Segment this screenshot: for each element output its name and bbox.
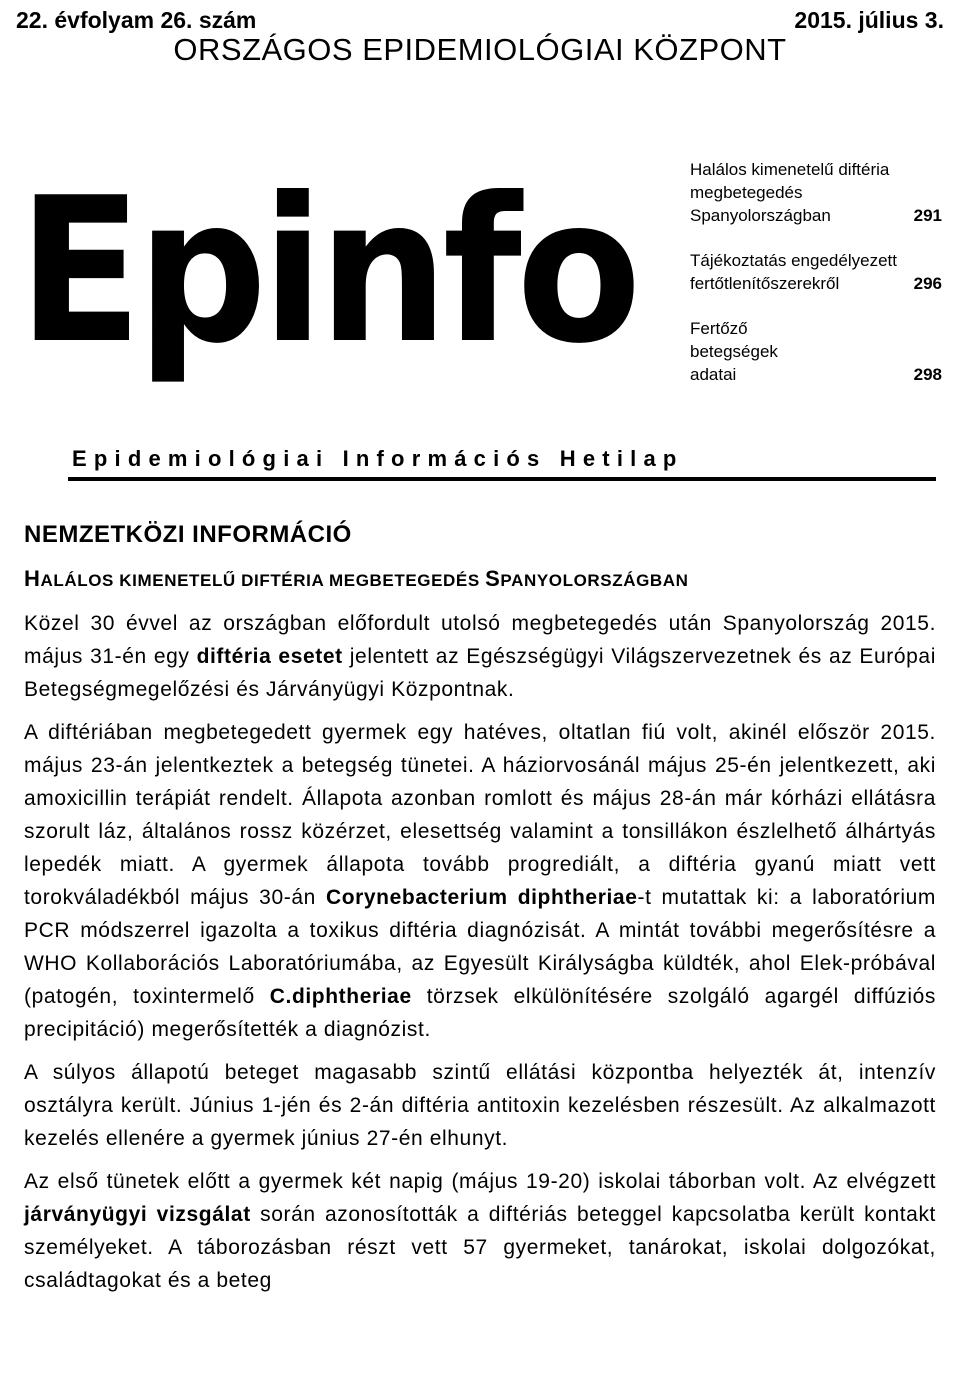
header-divider xyxy=(68,477,936,481)
toc-item-title: Fertőző betegségek adatai xyxy=(690,319,778,384)
toc-item-title: Halálos kimenetelű diftéria megbetegedés Spanyolországban xyxy=(690,160,890,225)
article-paragraph: A súlyos állapotú beteget magasabb szintű ellátási központba helyezték át, intenzív osztályra került. Június 1-jén és 2-án diftéria antitoxin kezelésben részesült. Az alkalmazott kezelés ellenére a gyermek június 27-én elhunyt. xyxy=(24,1061,936,1150)
issue-volume: 22. évfolyam 26. szám xyxy=(16,6,257,33)
heading-initial: H xyxy=(24,566,41,591)
emphasized-text: járványügyi vizsgálat xyxy=(24,1203,251,1226)
article xyxy=(24,518,936,1307)
heading-initial: S xyxy=(485,566,501,591)
paragraph-text: A diftériában megbetegedett gyermek egy hatéves, oltatlan fiú volt, akinél először 2015. május 23-án jelentkeztek a betegség tünetei. A háziorvosánál május 25-én jelentkezett, aki amoxicillin terápiát rendelt. Állapota azonban romlott és május 28-án már kórházi ellátásra szorult láz, általános rossz közérzet, elesettség valamint a tonsillákon észlelhető álhártyás lepedék miatt. A gyermek állapota tovább progrediált, a diftéria gyanú miatt vett torokváladékból május 30-án xyxy=(24,721,936,909)
toc-item[interactable] xyxy=(690,249,942,295)
article-paragraph xyxy=(24,716,936,1046)
heading-text: ALÁLOS KIMENETELŰ DIFTÉRIA MEGBETEGEDÉS xyxy=(40,571,486,590)
issue-date: 2015. július 3. xyxy=(794,6,944,33)
paragraph-text: jelentett az Egészségügyi Világszervezetnek és az Európai Betegségmegelőzési és Járványügyi Központnak. xyxy=(24,645,936,701)
heading-text: PANYOLORSZÁGBAN xyxy=(500,571,689,590)
article-paragraph xyxy=(24,1165,936,1297)
epinfo-logo xyxy=(18,160,640,392)
toc-item-page: 298 xyxy=(913,365,942,384)
publication-subtitle: Epidemiológiai Információs Hetilap xyxy=(72,446,684,471)
toc-item-title: Tájékoztatás engedélyezett fertőtlenítőszerekről xyxy=(690,251,897,293)
paragraph-text: törzsek elkülönítésére szolgáló agargél diffúziós precipitáció) megerősítették a diagnózist. xyxy=(24,985,936,1041)
logo-wordmark: Epinfo xyxy=(18,160,636,388)
section-heading: NEMZETKÖZI INFORMÁCIÓ xyxy=(24,521,352,548)
toc-item[interactable] xyxy=(690,317,942,386)
emphasized-text: C.diphtheriae xyxy=(269,985,412,1008)
emphasized-text: Corynebacterium diphtheriae xyxy=(325,886,638,909)
paragraph-text: során azonosították a diftériás beteggel kapcsolatba került kontakt személyeket. A táborozásban részt vett 57 gyermeket, tanárokat, iskolai dolgozókat, családtagokat és a beteg xyxy=(24,1203,936,1292)
table-of-contents xyxy=(690,158,942,408)
paragraph-text: Közel 30 évvel az országban előfordult utolsó megbetegedés után Spanyolország 2015. május 31-én egy xyxy=(24,612,936,668)
toc-item-page: 296 xyxy=(913,274,942,293)
paragraph-text: -t mutattak ki: a laboratórium PCR módszerrel igazolta a toxikus diftéria diagnózisát. A mintát további megerősítésre a WHO Kollaborációs Laboratóriumába, az Egyesült Királyságba küldték, ahol Elek-próbával (patogén, toxintermelő xyxy=(24,886,936,1008)
toc-item[interactable] xyxy=(690,158,942,227)
article-heading xyxy=(24,565,936,595)
paragraph-text: Az első tünetek előtt a gyermek két napig (május 19-20) iskolai táborban volt. Az elvégzett xyxy=(24,1170,936,1193)
organization-title: ORSZÁGOS EPIDEMIOLÓGIAI KÖZPONT xyxy=(173,32,787,67)
article-paragraph xyxy=(24,607,936,706)
emphasized-text: diftéria esetet xyxy=(196,645,343,668)
toc-item-page: 291 xyxy=(913,206,942,225)
